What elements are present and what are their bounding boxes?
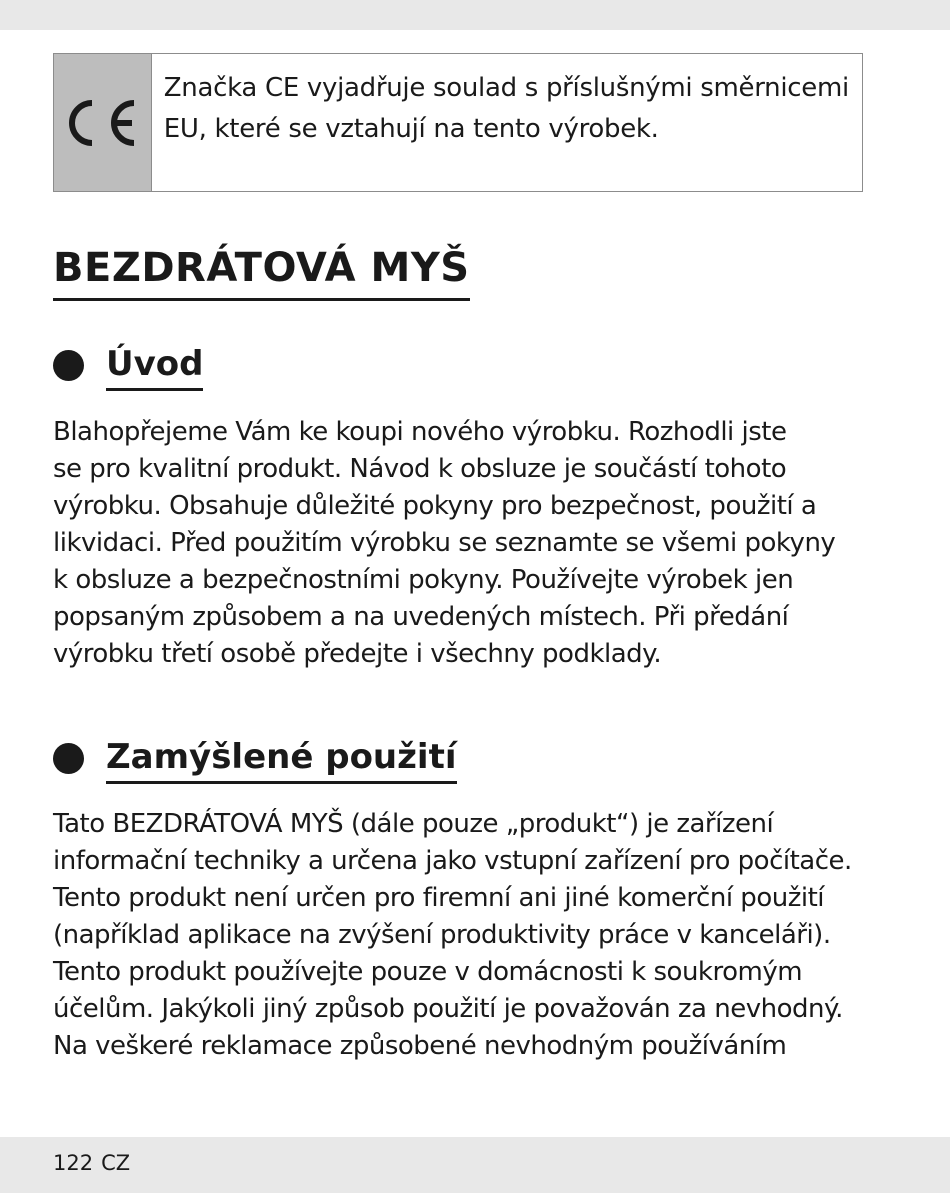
paragraph-line: likvidaci. Před použitím výrobku se seznamte se všemi pokyny — [53, 528, 836, 558]
paragraph-line: Tento produkt používejte pouze v domácnosti k soukromým — [53, 957, 803, 987]
section-heading-intended-use — [53, 733, 457, 784]
section-heading-text: Úvod — [106, 340, 203, 391]
paragraph-line: k obsluze a bezpečnostními pokyny. Používejte výrobek jen — [53, 565, 794, 595]
page-number: 122 — [53, 1151, 94, 1175]
paragraph-line: účelům. Jakýkoli jiný způsob použití je považován za nevhodný. — [53, 994, 843, 1024]
bullet-icon — [53, 743, 84, 774]
paragraph-line: Tato BEZDRÁTOVÁ MYŠ (dále pouze „produkt“) je zařízení — [53, 809, 774, 839]
paragraph-line: popsaným způsobem a na uvedených místech. Při předání — [53, 602, 789, 632]
paragraph-line: Tento produkt není určen pro firemní ani jiné komerční použití — [53, 883, 824, 913]
language-code: CZ — [101, 1151, 131, 1175]
paragraph-line: (například aplikace na zvýšení produktivity práce v kanceláři). — [53, 920, 831, 950]
ce-mark-cell — [54, 54, 152, 191]
section-paragraph-intended-use — [53, 806, 883, 1065]
paragraph-line: se pro kvalitní produkt. Návod k obsluze je součástí tohoto — [53, 454, 787, 484]
paragraph-line: informační techniky a určena jako vstupní zařízení pro počítače. — [53, 846, 852, 876]
paragraph-line: výrobku. Obsahuje důležité pokyny pro bezpečnost, použití a — [53, 491, 817, 521]
section-heading-uvod — [53, 340, 203, 391]
ce-notice-text: Značka CE vyjadřuje soulad s příslušnými směrnicemi EU, které se vztahují na tento výrobek. — [163, 73, 849, 144]
bullet-icon — [53, 350, 84, 381]
page-footer — [53, 1148, 130, 1178]
ce-notice-box — [53, 53, 863, 192]
section-paragraph-uvod — [53, 414, 883, 673]
section-heading-text: Zamýšlené použití — [106, 733, 457, 784]
page-title: BEZDRÁTOVÁ MYŠ — [53, 240, 470, 301]
paragraph-line: Blahopřejeme Vám ke koupi nového výrobku. Rozhodli jste — [53, 417, 787, 447]
top-band — [0, 0, 950, 30]
paragraph-line: Na veškeré reklamace způsobené nevhodným používáním — [53, 1031, 787, 1061]
paragraph-line: výrobku třetí osobě předejte i všechny podklady. — [53, 639, 662, 669]
ce-mark-icon — [62, 95, 142, 151]
footer-band — [0, 1137, 950, 1193]
